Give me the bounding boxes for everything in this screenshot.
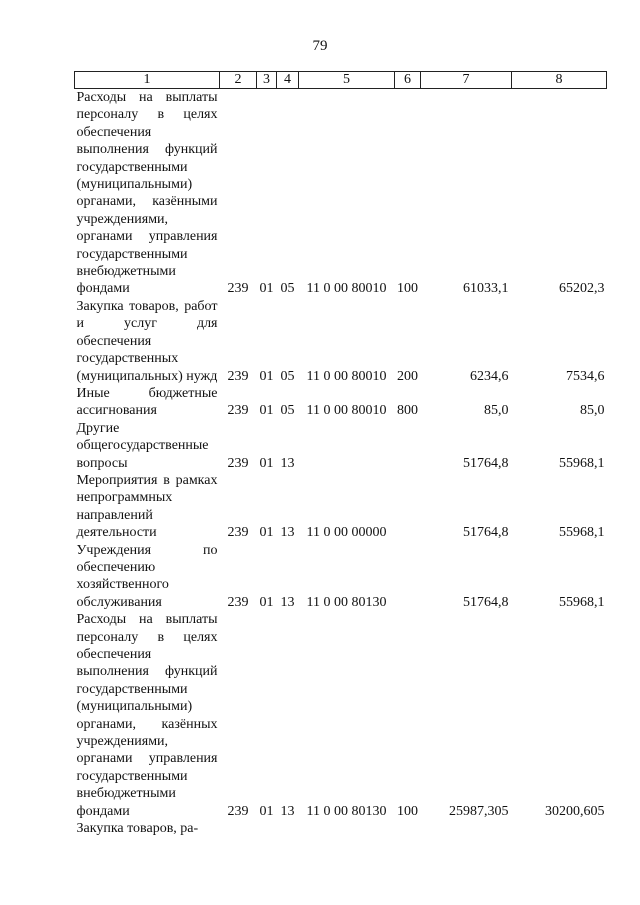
row-code-target: 11 0 00 00000	[306, 525, 387, 541]
table-header-row	[75, 72, 607, 89]
row-code-grbs: 239	[227, 594, 249, 610]
row-code-section: 01	[259, 803, 274, 819]
row-code-subsection	[277, 820, 299, 837]
row-code-expense-type	[395, 472, 421, 542]
row-code-grbs: 239	[227, 525, 249, 541]
row-amount-year2: 55968,1	[559, 525, 605, 541]
row-amount-year1: 85,0	[484, 403, 509, 419]
row-code-expense-type: 200	[397, 368, 418, 384]
column-header: 1	[75, 72, 220, 89]
row-code-target: 11 0 00 80130	[306, 594, 387, 610]
row-amount-year2: 85,0	[580, 403, 605, 419]
row-code-subsection: 13	[280, 455, 295, 471]
row-amount-year2: 30200,605	[545, 803, 605, 819]
row-code-section: 01	[259, 455, 274, 471]
table-row	[75, 385, 607, 420]
row-description: Мероприятия в рамках непрограммных направлений деятельности	[76, 472, 218, 541]
table-row	[75, 472, 607, 542]
row-description: Учреждения по обеспечению хозяйственного обслуживания	[76, 542, 218, 610]
row-description: Другие общегосударственные вопросы	[76, 420, 209, 471]
row-amount-year1	[421, 820, 512, 837]
column-header: 7	[421, 72, 512, 89]
row-code-grbs: 239	[227, 455, 249, 471]
row-description: Закупка товаров, ра-	[76, 821, 199, 837]
row-code-target: 11 0 00 80130	[306, 803, 387, 819]
row-amount-year1: 51764,8	[463, 594, 509, 610]
row-code-section: 01	[259, 594, 274, 610]
row-code-subsection: 05	[280, 368, 295, 384]
row-code-grbs	[220, 820, 257, 837]
row-amount-year1: 25987,305	[449, 803, 509, 819]
row-code-target	[299, 420, 395, 472]
row-code-grbs: 239	[227, 281, 249, 297]
table-row	[75, 542, 607, 612]
table-row	[75, 611, 607, 820]
row-description: Закупка товаров, работ и услуг для обеспечения государственных (муниципальных) нужд	[76, 298, 218, 384]
row-code-expense-type	[395, 542, 421, 612]
column-header: 6	[395, 72, 421, 89]
row-code-target: 11 0 00 80010	[306, 403, 387, 419]
row-code-grbs: 239	[227, 803, 249, 819]
row-code-section: 01	[259, 281, 274, 297]
row-code-target	[299, 820, 395, 837]
row-code-expense-type: 800	[397, 403, 418, 419]
row-amount-year1: 51764,8	[463, 525, 509, 541]
column-header: 2	[220, 72, 257, 89]
column-header: 3	[257, 72, 277, 89]
column-header: 8	[512, 72, 607, 89]
row-code-section	[257, 820, 277, 837]
row-code-grbs: 239	[227, 403, 249, 419]
row-description: Иные бюджетные ассигнования	[76, 385, 218, 419]
row-amount-year1: 51764,8	[463, 455, 509, 471]
page-number: 79	[312, 38, 328, 54]
row-code-subsection: 13	[280, 803, 295, 819]
row-amount-year1: 61033,1	[463, 281, 509, 297]
row-code-section: 01	[259, 525, 274, 541]
row-code-grbs: 239	[227, 368, 249, 384]
row-amount-year1: 6234,6	[470, 368, 509, 384]
row-code-expense-type	[395, 820, 421, 837]
row-code-expense-type	[395, 420, 421, 472]
row-code-subsection: 13	[280, 594, 295, 610]
column-header: 5	[299, 72, 395, 89]
column-header: 4	[277, 72, 299, 89]
row-code-subsection: 13	[280, 525, 295, 541]
row-code-target: 11 0 00 80010	[306, 281, 387, 297]
row-amount-year2: 55968,1	[559, 455, 605, 471]
row-code-target: 11 0 00 80010	[306, 368, 387, 384]
row-code-section: 01	[259, 368, 274, 384]
table-row	[75, 820, 607, 837]
row-code-subsection: 05	[280, 403, 295, 419]
row-description: Расходы на выплаты персоналу в целях обеспечения выполнения функций государственными (муниципальными) органами, казённых учреждениями, органами управления государственными внебюджетными фондами	[76, 612, 218, 819]
table-row	[75, 89, 607, 298]
row-code-expense-type: 100	[397, 803, 418, 819]
row-description: Расходы на выплаты персоналу в целях обеспечения выполнения функций государственными (муниципальными) органами, казёнными учреждениями, органами управления государственными внебюджетными фондами	[76, 90, 218, 297]
table-row	[75, 298, 607, 385]
row-code-expense-type: 100	[397, 281, 418, 297]
table-row	[75, 420, 607, 472]
row-amount-year2	[512, 820, 607, 837]
row-code-subsection: 05	[280, 281, 295, 297]
row-amount-year2: 65202,3	[559, 281, 605, 297]
budget-table	[74, 71, 607, 837]
row-code-section: 01	[259, 403, 274, 419]
row-amount-year2: 55968,1	[559, 594, 605, 610]
row-amount-year2: 7534,6	[566, 368, 605, 384]
